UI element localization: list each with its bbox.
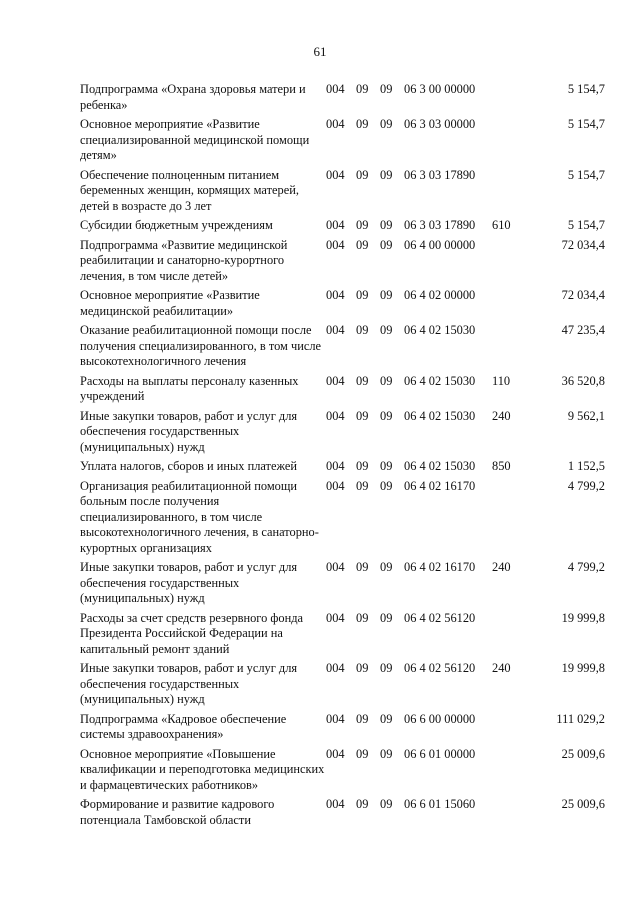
expense-type-code: 610 [492, 218, 511, 232]
amount: 4 799,2 [567, 560, 605, 574]
amount: 5 154,7 [567, 117, 605, 131]
section-code: 09 [356, 408, 369, 423]
subsection-code: 09 [380, 746, 393, 761]
expenditure-name: Формирование и развитие кадрового потенциала Тамбовской области [80, 797, 275, 827]
section-code: 09 [356, 373, 369, 388]
expenditure-name: Оказание реабилитационной помощи после получения специализированного, в том числе высокотехнологичного лечения [80, 323, 322, 368]
expense-type-code [492, 323, 524, 374]
target-article-code: 06 4 02 56120 [404, 661, 476, 675]
expenditure-name: Подпрограмма «Охрана здоровья матери и ребенка» [80, 82, 306, 112]
table-row [80, 661, 605, 712]
target-article-code: 06 6 01 00000 [404, 746, 476, 761]
amount: 9 562,1 [567, 408, 605, 423]
ministry-code: 004 [326, 288, 345, 302]
table-row [80, 218, 605, 238]
table-row [80, 797, 605, 832]
ministry-code: 004 [326, 746, 345, 761]
target-article-code: 06 3 00 00000 [404, 82, 476, 96]
expenditure-name: Обеспечение полноценным питанием беременных женщин, кормящих матерей, детей в возрасте до 3 лет [80, 167, 299, 213]
section-code: 09 [356, 478, 369, 493]
table-row [80, 560, 605, 611]
amount: 111 029,2 [556, 711, 605, 726]
target-article-code: 06 4 02 15030 [404, 408, 476, 423]
section-code: 09 [356, 797, 369, 811]
expenditure-name: Расходы на выплаты персоналу казенных учреждений [80, 373, 299, 403]
amount: 25 009,6 [561, 746, 605, 761]
section-code: 09 [356, 167, 369, 182]
expenditure-name: Субсидии бюджетным учреждениям [80, 218, 273, 232]
ministry-code: 004 [326, 218, 345, 232]
section-code: 09 [356, 711, 369, 726]
subsection-code: 09 [380, 323, 393, 337]
expense-type-code [492, 747, 524, 798]
table-row [80, 82, 605, 117]
expenditure-name: Основное мероприятие «Развитие медицинской реабилитации» [80, 288, 260, 318]
ministry-code: 004 [326, 459, 345, 473]
subsection-code: 09 [380, 237, 393, 252]
expense-type-code [492, 238, 524, 289]
section-code: 09 [356, 218, 369, 232]
expense-type-code [492, 611, 524, 662]
target-article-code: 06 4 00 00000 [404, 237, 476, 252]
subsection-code: 09 [380, 167, 393, 182]
subsection-code: 09 [380, 478, 393, 493]
table-row [80, 168, 605, 219]
ministry-code: 004 [326, 661, 345, 675]
expense-type-code: 850 [492, 459, 511, 473]
target-article-code: 06 4 02 56120 [404, 610, 476, 625]
expense-type-code [492, 117, 524, 168]
subsection-code: 09 [380, 373, 393, 388]
ministry-code: 004 [326, 237, 345, 252]
ministry-code: 004 [326, 373, 345, 388]
section-code: 09 [356, 560, 369, 574]
subsection-code: 09 [380, 661, 393, 675]
amount: 4 799,2 [567, 478, 605, 493]
expense-type-code [492, 797, 524, 832]
table-row [80, 611, 605, 662]
target-article-code: 06 4 02 15030 [404, 373, 476, 388]
ministry-code: 004 [326, 82, 345, 96]
expenditure-name: Расходы за счет средств резервного фонда Президента Российской Федерации на капитальный ремонт зданий [80, 610, 304, 656]
section-code: 09 [356, 661, 369, 675]
ministry-code: 004 [326, 711, 345, 726]
target-article-code: 06 4 02 16170 [404, 560, 476, 574]
table-row [80, 374, 605, 409]
amount: 72 034,4 [561, 237, 605, 252]
target-article-code: 06 4 02 16170 [404, 478, 476, 493]
subsection-code: 09 [380, 82, 393, 96]
section-code: 09 [356, 323, 369, 337]
target-article-code: 06 4 02 15030 [404, 459, 476, 473]
expense-type-code: 240 [492, 661, 511, 675]
amount: 25 009,6 [561, 797, 605, 811]
expenditure-name: Иные закупки товаров, работ и услуг для обеспечения государственных (муниципальных) нужд [80, 560, 298, 605]
section-code: 09 [356, 82, 369, 96]
subsection-code: 09 [380, 560, 393, 574]
ministry-code: 004 [326, 167, 345, 182]
table-row [80, 747, 605, 798]
table-row [80, 479, 605, 561]
subsection-code: 09 [380, 459, 393, 473]
expenditure-name: Подпрограмма «Развитие медицинской реабилитации и санаторно-курортного лечения, в том числе детей» [80, 237, 288, 283]
expenditure-name: Иные закупки товаров, работ и услуг для обеспечения государственных (муниципальных) нужд [80, 661, 298, 706]
expense-type-code [492, 82, 524, 117]
amount: 5 154,7 [567, 82, 605, 96]
budget-table-body [80, 82, 605, 832]
amount: 19 999,8 [561, 661, 605, 675]
table-row [80, 323, 605, 374]
ministry-code: 004 [326, 478, 345, 493]
expense-type-code [492, 712, 524, 747]
subsection-code: 09 [380, 408, 393, 423]
section-code: 09 [356, 610, 369, 625]
expense-type-code [492, 288, 524, 323]
amount: 47 235,4 [561, 323, 605, 337]
expense-type-code [492, 168, 524, 219]
expenditure-name: Организация реабилитационной помощи больным после получения специализированного, в том числе высокотехнологичного лечения, в санаторно-курортных организациях [80, 478, 319, 555]
ministry-code: 004 [326, 560, 345, 574]
expenditure-name: Основное мероприятие «Повышение квалификации и переподготовка медицинских и фармацевтических работников» [80, 746, 325, 792]
target-article-code: 06 3 03 00000 [404, 117, 476, 131]
subsection-code: 09 [380, 117, 393, 131]
subsection-code: 09 [380, 797, 393, 811]
amount: 5 154,7 [567, 218, 605, 232]
table-row [80, 409, 605, 460]
expenditure-name: Основное мероприятие «Развитие специализированной медицинской помощи детям» [80, 117, 310, 162]
table-row [80, 238, 605, 289]
target-article-code: 06 3 03 17890 [404, 218, 476, 232]
target-article-code: 06 6 00 00000 [404, 711, 476, 726]
section-code: 09 [356, 746, 369, 761]
ministry-code: 004 [326, 323, 345, 337]
expenditure-name: Иные закупки товаров, работ и услуг для обеспечения государственных (муниципальных) нужд [80, 408, 298, 454]
target-article-code: 06 3 03 17890 [404, 167, 476, 182]
subsection-code: 09 [380, 218, 393, 232]
section-code: 09 [356, 237, 369, 252]
table-row [80, 712, 605, 747]
amount: 1 152,5 [567, 459, 605, 473]
expense-type-code: 240 [492, 408, 511, 423]
budget-table [80, 82, 605, 832]
table-row [80, 459, 605, 479]
expense-type-code: 240 [492, 560, 511, 574]
amount: 36 520,8 [561, 373, 605, 388]
ministry-code: 004 [326, 797, 345, 811]
page-number: 61 [313, 44, 327, 59]
expense-type-code [492, 479, 524, 561]
expenditure-name: Подпрограмма «Кадровое обеспечение системы здравоохранения» [80, 711, 287, 741]
amount: 5 154,7 [567, 167, 605, 182]
expenditure-name: Уплата налогов, сборов и иных платежей [80, 459, 298, 473]
subsection-code: 09 [380, 288, 393, 302]
ministry-code: 004 [326, 610, 345, 625]
ministry-code: 004 [326, 117, 345, 131]
subsection-code: 09 [380, 711, 393, 726]
section-code: 09 [356, 459, 369, 473]
subsection-code: 09 [380, 610, 393, 625]
amount: 72 034,4 [561, 288, 605, 302]
amount: 19 999,8 [561, 610, 605, 625]
table-row [80, 288, 605, 323]
target-article-code: 06 4 02 15030 [404, 323, 476, 337]
target-article-code: 06 6 01 15060 [404, 797, 476, 811]
expense-type-code: 110 [492, 373, 511, 388]
table-row [80, 117, 605, 168]
section-code: 09 [356, 117, 369, 131]
section-code: 09 [356, 288, 369, 302]
ministry-code: 004 [326, 408, 345, 423]
target-article-code: 06 4 02 00000 [404, 288, 476, 302]
